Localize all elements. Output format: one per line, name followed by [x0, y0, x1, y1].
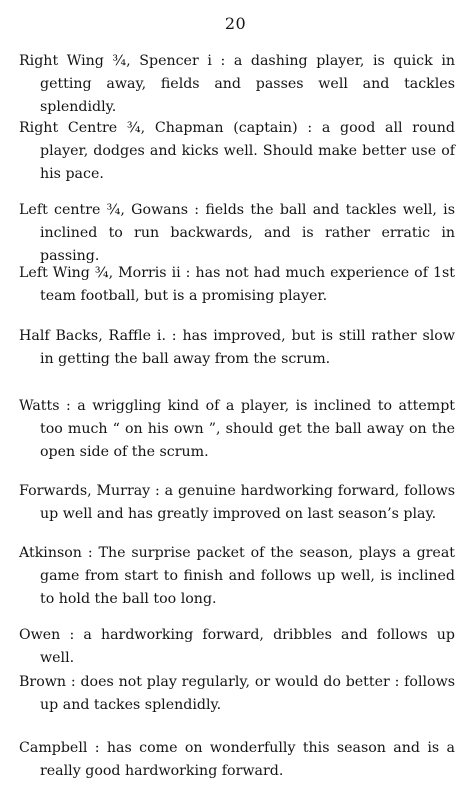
player-entry-spencer: Right Wing ¾, Spencer i : a dashing player, is quick in getting away, fields and passes well and tackles splendidly.: [19, 53, 455, 115]
player-entry-murray: Forwards, Murray : a genuine hardworking forward, follows up well and has greatly improved on last season’s play.: [19, 483, 455, 522]
player-entry-chapman: Right Centre ¾, Chapman (captain) : a good all round player, dodges and kicks well. Should make better use of his pace.: [19, 120, 455, 182]
page-number: 20: [224, 14, 247, 33]
player-entry-watts: Watts : a wriggling kind of a player, is inclined to attempt too much “ on his own ”, should get the ball away on the open side of the scrum.: [19, 398, 455, 460]
player-entry-atkinson: Atkinson : The surprise packet of the season, plays a great game from start to finish and follows up well, is inclined to hold the ball too long.: [19, 545, 455, 607]
player-entry-morris: Left Wing ¾, Morris ii : has not had much experience of 1st team football, but is a promising player.: [19, 265, 455, 304]
player-entry-owen: Owen : a hardworking forward, dribbles and follows up well.: [19, 627, 455, 666]
player-entry-campbell: Campbell : has come on wonderfully this season and is a really good hardworking forward.: [19, 740, 455, 779]
player-entry-gowans: Left centre ¾, Gowans : fields the ball and tackles well, is inclined to run backwards, and is rather erratic in passing.: [19, 202, 455, 264]
player-entry-raffle: Half Backs, Raffle i. : has improved, but is still rather slow in getting the ball away from the scrum.: [19, 328, 455, 367]
player-entry-brown: Brown : does not play regularly, or would do better : follows up and tackes splendidly.: [19, 674, 455, 713]
